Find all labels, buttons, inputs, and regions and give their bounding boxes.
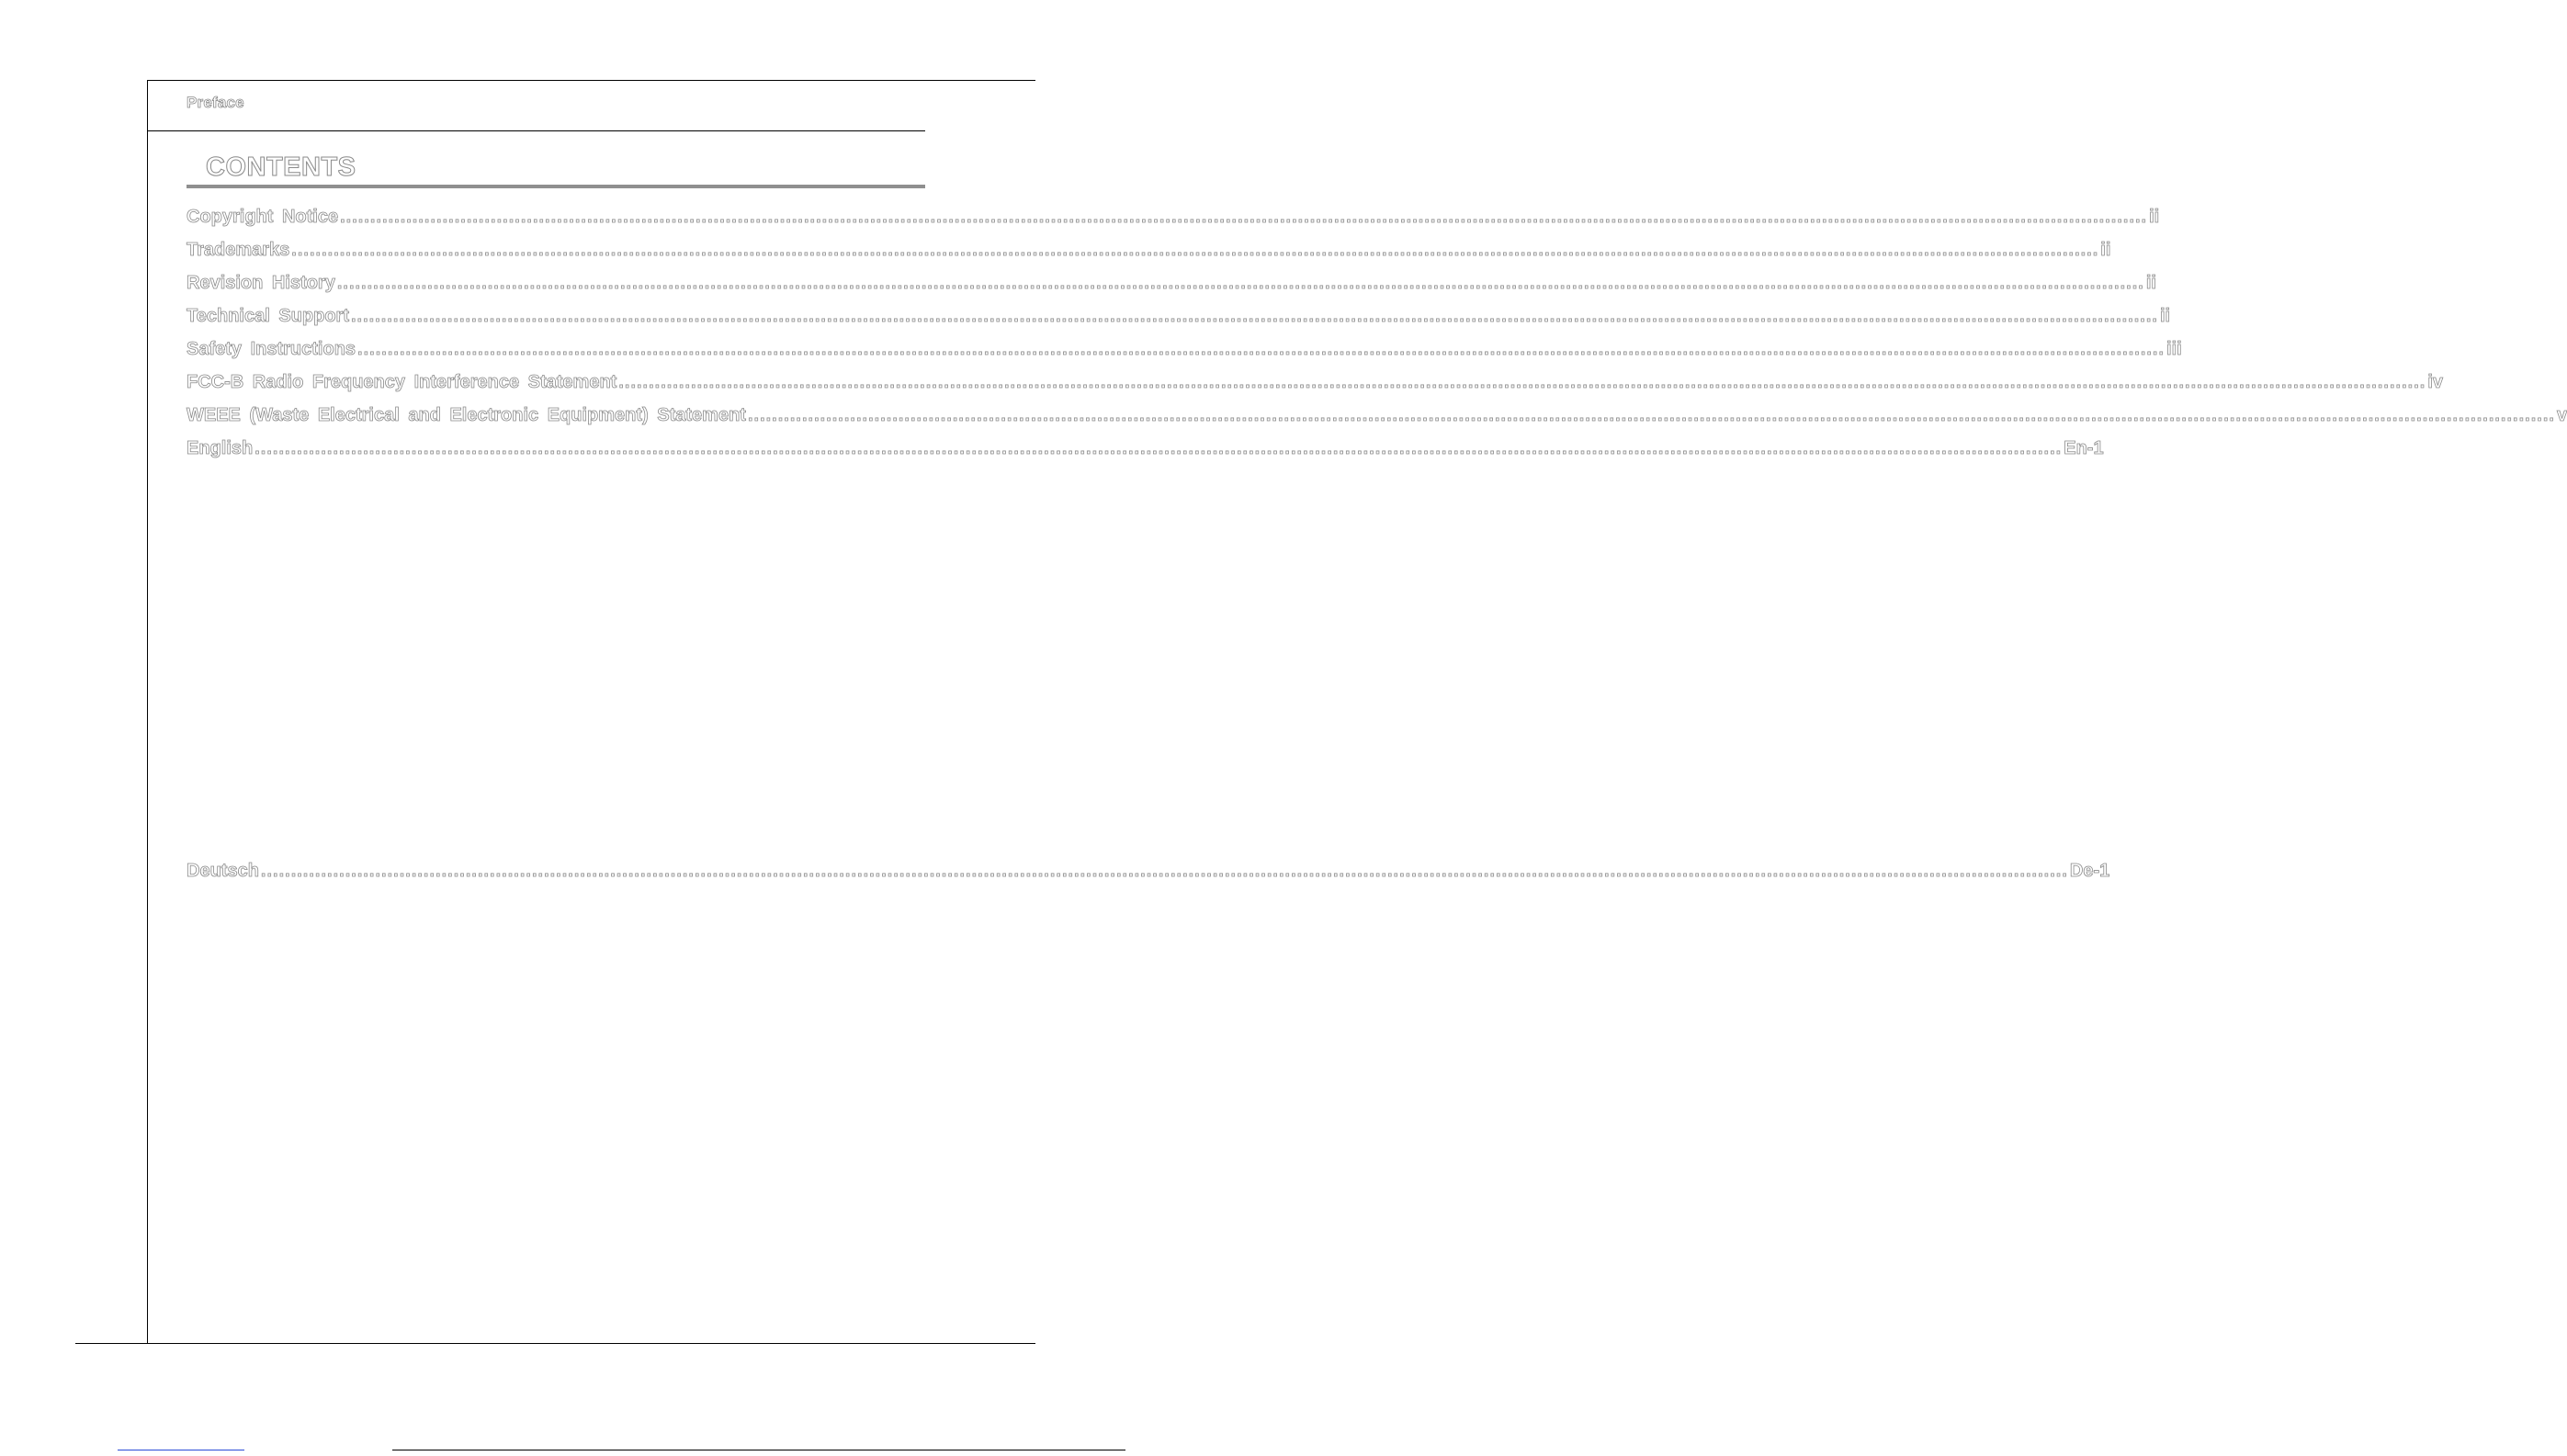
toc-label: Trademarks [187,240,290,260]
toc-label: Revision History [187,273,335,293]
toc-leader-dots: ............................................................................................................................................................................................................................................................................................................ [357,339,2166,359]
toc-page-number: ii [2149,207,2160,227]
toc-leader-dots: ............................................................................................................................................................................................................................................................................................................ [254,438,2063,458]
toc-leader-dots: ............................................................................................................................................................................................................................................................................................................ [340,207,2148,227]
running-head: Preface [187,94,244,111]
toc-entry-copyright[interactable] [187,207,2160,232]
toc-label: Technical Support [187,306,349,326]
toc-entry-deutsch[interactable] [187,861,2110,886]
toc-entry-technical-support[interactable] [187,306,2171,332]
toc-entry-english[interactable] [187,438,2104,464]
toc-page-number: v [2556,405,2567,425]
contents-title: CONTENTS [206,152,356,182]
title-rule [187,185,925,188]
toc-label: Copyright Notice [187,207,339,227]
toc-page-number: iv [2427,372,2444,392]
toc-page-number: En-1 [2064,438,2104,458]
toc-page-number: ii [2100,240,2111,260]
toc-entry-weee-statement[interactable] [187,405,2567,431]
toc-leader-dots: ............................................................................................................................................................................................................................................................................................................ [260,861,2068,881]
toc-label: English [187,438,254,458]
toc-label: WEEE (Waste Electrical and Electronic Equipment) Statement [187,405,746,425]
toc-leader-dots: ............................................................................................................................................................................................................................................................................................................ [618,372,2426,392]
toc-page-number: De-1 [2069,861,2110,881]
toc-page-number: iii [2166,339,2182,359]
toc-leader-dots: ............................................................................................................................................................................................................................................................................................................ [350,306,2158,326]
toc-label: Safety Instructions [187,339,356,359]
toc-page-number: ii [2159,306,2171,326]
toc-entry-revision-history[interactable] [187,273,2156,299]
toc-label: Deutsch [187,861,259,881]
frame-top-line [147,80,1035,81]
toc-entry-safety-instructions[interactable] [187,339,2182,365]
toc-page-number: ii [2145,273,2156,293]
frame-left-line [147,80,148,1344]
frame-bottom-line [75,1343,1035,1344]
toc-entry-fcc-statement[interactable] [187,372,2444,398]
toc-leader-dots: ............................................................................................................................................................................................................................................................................................................ [291,240,2099,260]
toc-leader-dots: ............................................................................................................................................................................................................................................................................................................ [747,405,2555,425]
toc-entry-trademarks[interactable] [187,240,2111,265]
header-rule [147,130,925,131]
toc-label: FCC-B Radio Frequency Interference Statement [187,372,617,392]
toc-leader-dots: ............................................................................................................................................................................................................................................................................................................ [336,273,2144,293]
